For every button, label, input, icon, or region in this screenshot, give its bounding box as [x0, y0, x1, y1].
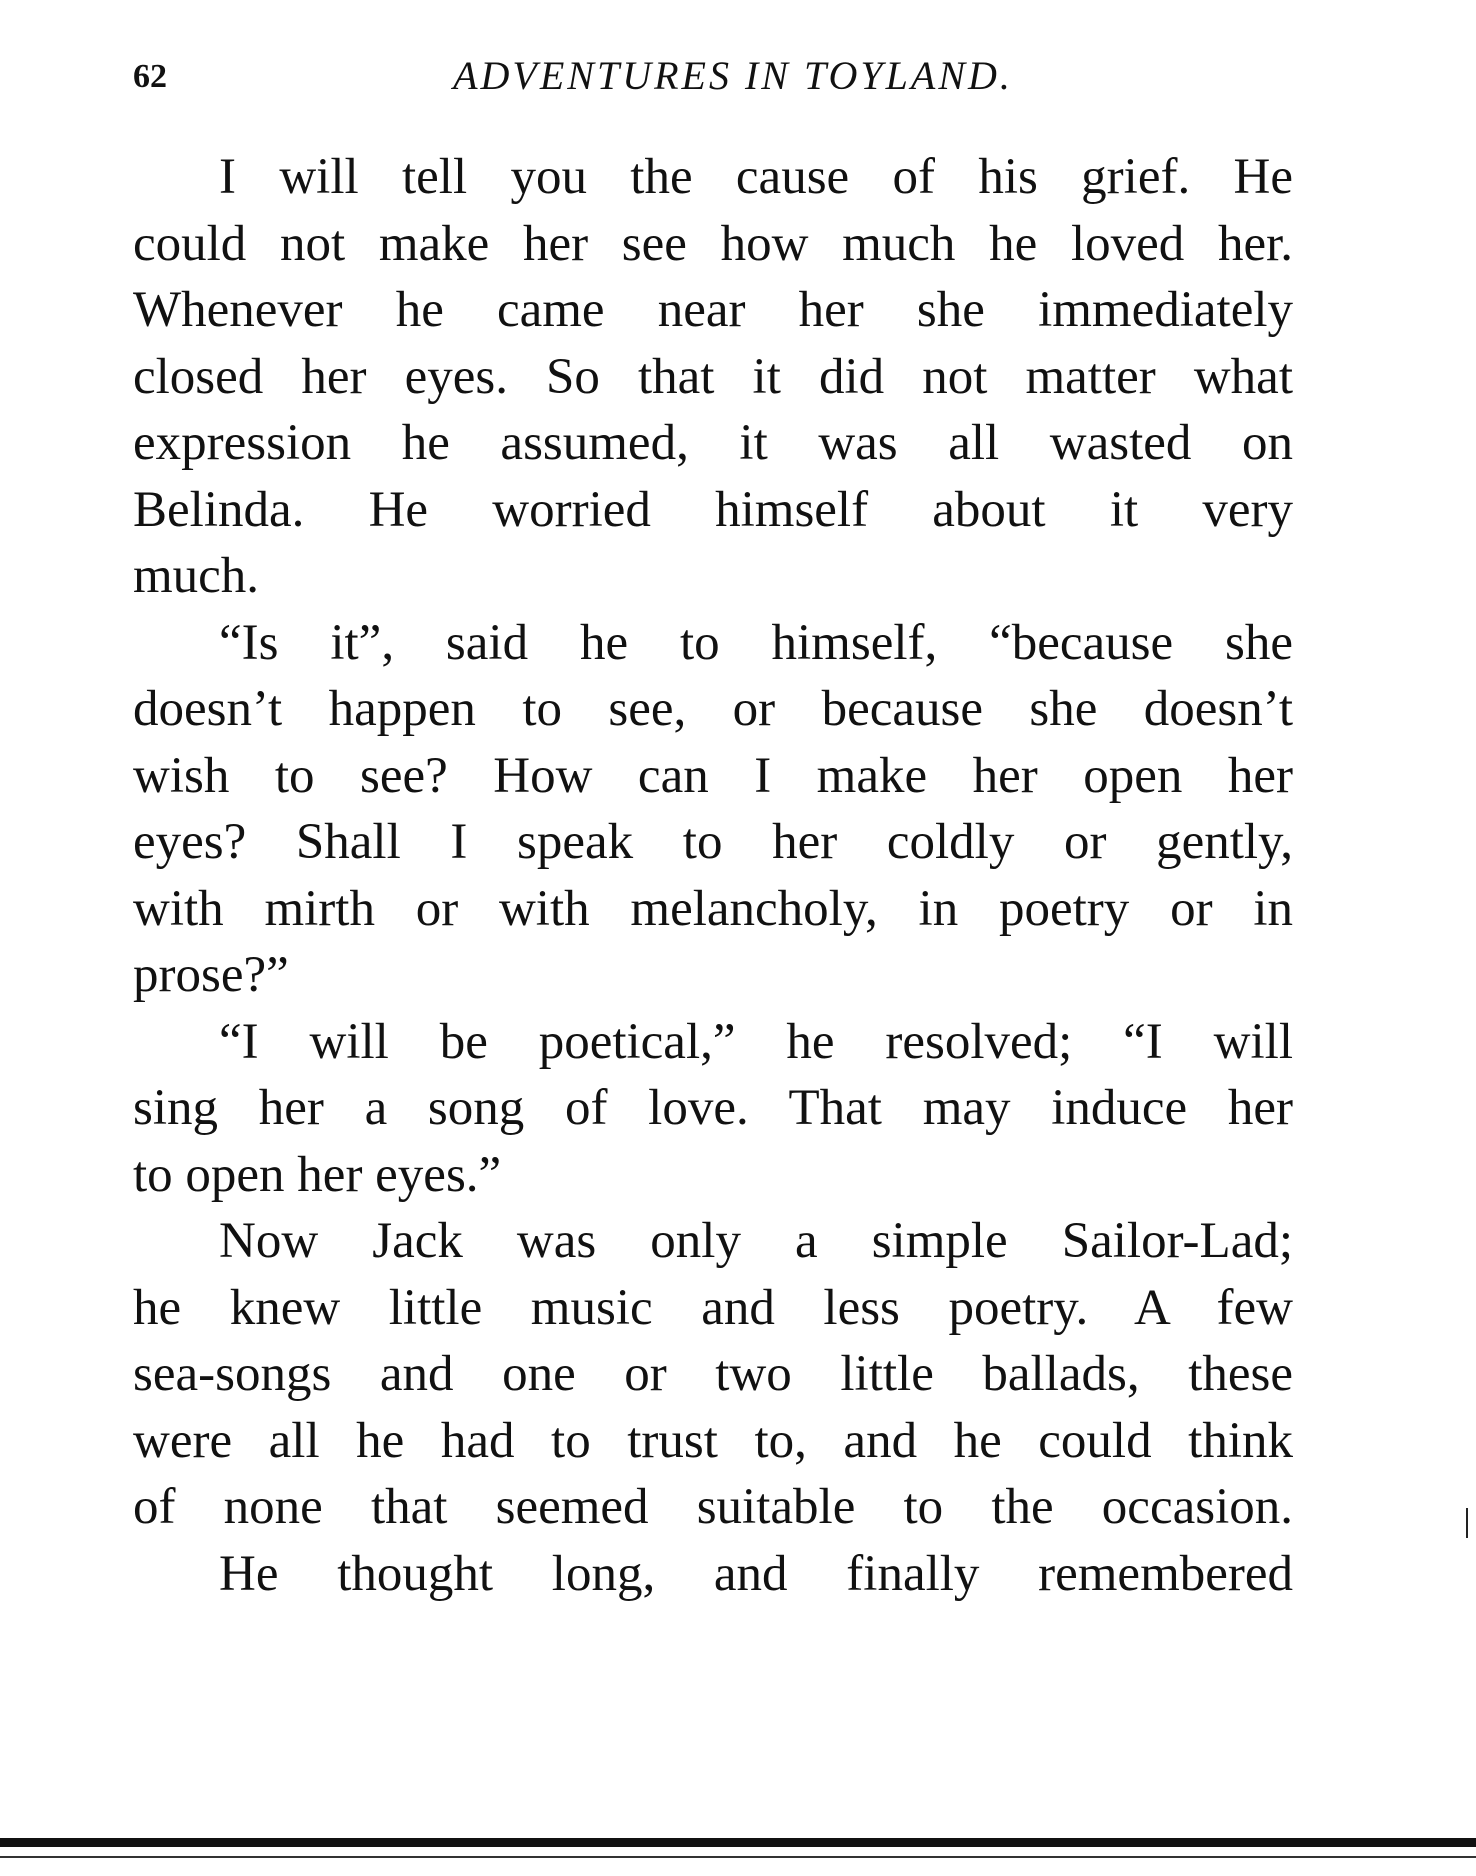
text-line: of none that seemed suitable to the occasion. — [133, 1479, 1293, 1535]
body-text — [133, 144, 1293, 1607]
text-line: doesn’t happen to see, or because she doesn’t — [133, 681, 1293, 737]
text-line: “Is it”, said he to himself, “because she — [219, 614, 1293, 671]
text-line: prose?” — [133, 947, 289, 1003]
running-title: ADVENTURES IN TOYLAND. — [453, 53, 1013, 98]
text-line: much. — [133, 548, 260, 604]
margin-mark — [1466, 1508, 1468, 1538]
text-line: Belinda. He worried himself about it very — [133, 481, 1293, 538]
text-line: with mirth or with melancholy, in poetry or in — [133, 880, 1293, 937]
text-line: expression he assumed, it was all wasted on — [133, 415, 1293, 471]
text-line: closed her eyes. So that it did not matter what — [133, 348, 1293, 405]
text-line: sea-songs and one or two little ballads, these — [133, 1346, 1293, 1402]
text-line: “I will be poetical,” he resolved; “I will — [219, 1013, 1293, 1070]
bottom-rule-thin — [0, 1856, 1476, 1858]
text-line: to open her eyes.” — [133, 1146, 502, 1203]
bottom-rule-thick — [0, 1838, 1476, 1847]
text-line: He thought long, and finally remembered — [219, 1545, 1293, 1602]
text-line: I will tell you the cause of his grief. He — [219, 149, 1293, 205]
text-line: sing her a song of love. That may induce her — [133, 1080, 1293, 1136]
text-line: eyes? Shall I speak to her coldly or gently, — [133, 814, 1293, 870]
text-line: Now Jack was only a simple Sailor-Lad; — [219, 1213, 1293, 1269]
text-line: could not make her see how much he loved her. — [133, 215, 1293, 272]
text-line: were all he had to trust to, and he could think — [133, 1412, 1293, 1469]
page-header — [133, 52, 1293, 108]
page-number: 62 — [133, 58, 167, 95]
text-line: he knew little music and less poetry. A few — [133, 1279, 1293, 1336]
text-line: Whenever he came near her she immediately — [133, 282, 1293, 338]
text-line: wish to see? How can I make her open her — [133, 747, 1293, 804]
